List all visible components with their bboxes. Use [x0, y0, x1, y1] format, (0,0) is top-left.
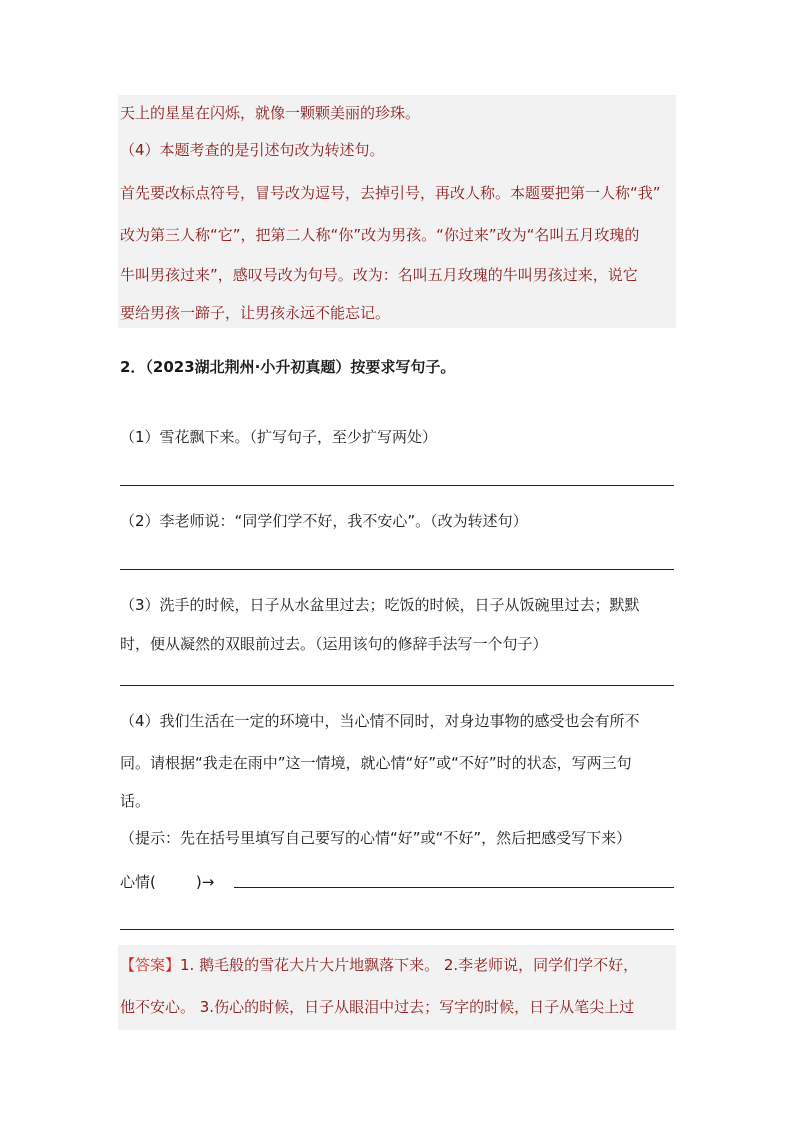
- answer-text-1: 1. 鹅毛般的雪花大片大片地飘落下来。 2.李老师说，同学们学不好，: [180, 956, 639, 974]
- previous-answer-line-4: 改为第三人称“它”，把第二人称“你”改为男孩。“你过来”改为“名叫五月玫瑰的: [120, 226, 640, 244]
- answer-line-1: [120, 485, 674, 486]
- answer-tag: 【答案】: [120, 956, 181, 974]
- mood-answer-line[interactable]: [234, 887, 674, 888]
- answer-line-text-1: [120, 955, 638, 975]
- question-part-3-line-2: 时，便从凝然的双眼前过去。（运用该句的修辞手法写一个句子）: [120, 635, 548, 653]
- question-part-2: （2）李老师说：“同学们学不好，我不安心”。（改为转述句）: [120, 512, 528, 530]
- previous-answer-line-1: 天上的星星在闪烁，就像一颗颗美丽的珍珠。: [120, 104, 421, 122]
- question-part-4-line-1: （4）我们生活在一定的环境中，当心情不同时，对身边事物的感受也会有所不: [120, 712, 640, 730]
- question-part-4-line-2: 同。请根据“我走在雨中”这一情境，就心情“好”或“不好”时的状态，写两三句: [120, 754, 632, 772]
- question-part-4-line-3: 话。: [120, 792, 151, 810]
- previous-answer-line-2: （4）本题考查的是引述句改为转述句。: [120, 141, 385, 159]
- answer-line-3: [120, 685, 674, 686]
- mood-fill-row: [120, 872, 214, 892]
- question-part-1: （1）雪花飘下来。（扩写句子，至少扩写两处）: [120, 428, 438, 446]
- answer-line-2: [120, 569, 674, 570]
- question-part-4-hint: （提示：先在括号里填写自己要写的心情“好”或“不好”，然后把感受写下来）: [120, 829, 632, 847]
- question-part-3-line-1: （3）洗手的时候，日子从水盆里过去；吃饭的时候，日子从饭碗里过去；默默: [120, 596, 640, 614]
- mood-arrow: )→: [195, 873, 215, 891]
- question-title: 2．（2023湖北荆州·小升初真题）按要求写句子。: [120, 358, 456, 376]
- previous-answer-block: [118, 95, 676, 328]
- previous-answer-line-5: 牛叫男孩过来”，感叹号改为句号。改为：名叫五月玫瑰的牛叫男孩过来，说它: [120, 266, 638, 284]
- answer-line-4: [120, 929, 674, 930]
- previous-answer-line-3: 首先要改标点符号，冒号改为逗号，去掉引号，再改人称。本题要把第一人称“我”: [120, 184, 661, 202]
- mood-prefix: 心情(: [120, 873, 156, 891]
- answer-line-text-2: 他不安心。 3.伤心的时候，日子从眼泪中过去；写字的时候，日子从笔尖上过: [120, 998, 635, 1016]
- previous-answer-line-6: 要给男孩一蹄子，让男孩永远不能忘记。: [120, 304, 391, 322]
